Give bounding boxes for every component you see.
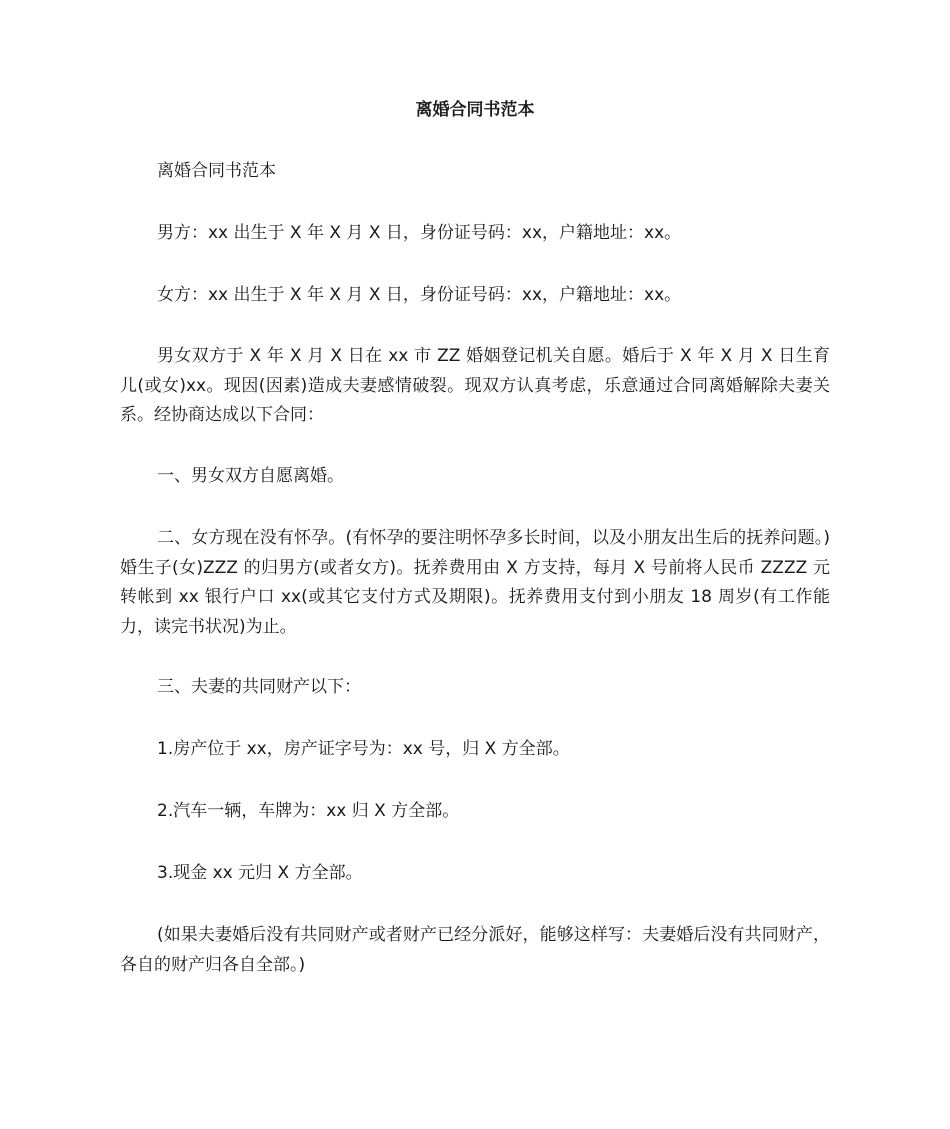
paragraph-property-house: 1.房产位于 xx，房产证字号为：xx 号，归 X 方全部。 bbox=[157, 739, 570, 759]
paragraph-clause-3: 三、夫妻的共同财产以下： bbox=[157, 677, 361, 697]
paragraph-male-party: 男方：xx 出生于 X 年 X 月 X 日，身份证号码：xx，户籍地址：xx。 bbox=[157, 223, 682, 243]
paragraph-female-party: 女方：xx 出生于 X 年 X 月 X 日，身份证号码：xx，户籍地址：xx。 bbox=[157, 285, 682, 305]
paragraph-background: 男女双方于 X 年 X 月 X 日在 xx 市 ZZ 婚姻登记机关自愿。婚后于 X 年 X 月 X 日生育儿(或女)xx。现因(因素)造成夫妻感情破裂。现双方认真考虑，乐意通过合同离婚解除夫妻关系。经协商达成以下合同： bbox=[120, 346, 830, 425]
paragraph-clause-1: 一、男女双方自愿离婚。 bbox=[157, 466, 344, 486]
paragraph-property-note: (如果夫妻婚后没有共同财产或者财产已经分派好，能够这样写：夫妻婚后没有共同财产，各自的财产归各自全部。) bbox=[120, 925, 830, 975]
paragraph-subtitle: 离婚合同书范本 bbox=[157, 161, 276, 181]
paragraph-property-car: 2.汽车一辆，车牌为：xx 归 X 方全部。 bbox=[157, 801, 460, 821]
paragraph-clause-2: 二、女方现在没有怀孕。(有怀孕的要注明怀孕多长时间，以及小朋友出生后的抚养问题。)婚生子(女)ZZZ 的归男方(或者女方)。抚养费用由 X 方支持，每月 X 号前将人民币 ZZZZ 元转帐到 xx 银行户口 xx(或其它支付方式及期限)。抚养费用支付到小朋友 18 周岁(有工作能力，读完书状况)为止。 bbox=[120, 528, 830, 637]
paragraph-property-cash: 3.现金 xx 元归 X 方全部。 bbox=[157, 863, 363, 883]
document-title: 离婚合同书范本 bbox=[415, 100, 535, 120]
